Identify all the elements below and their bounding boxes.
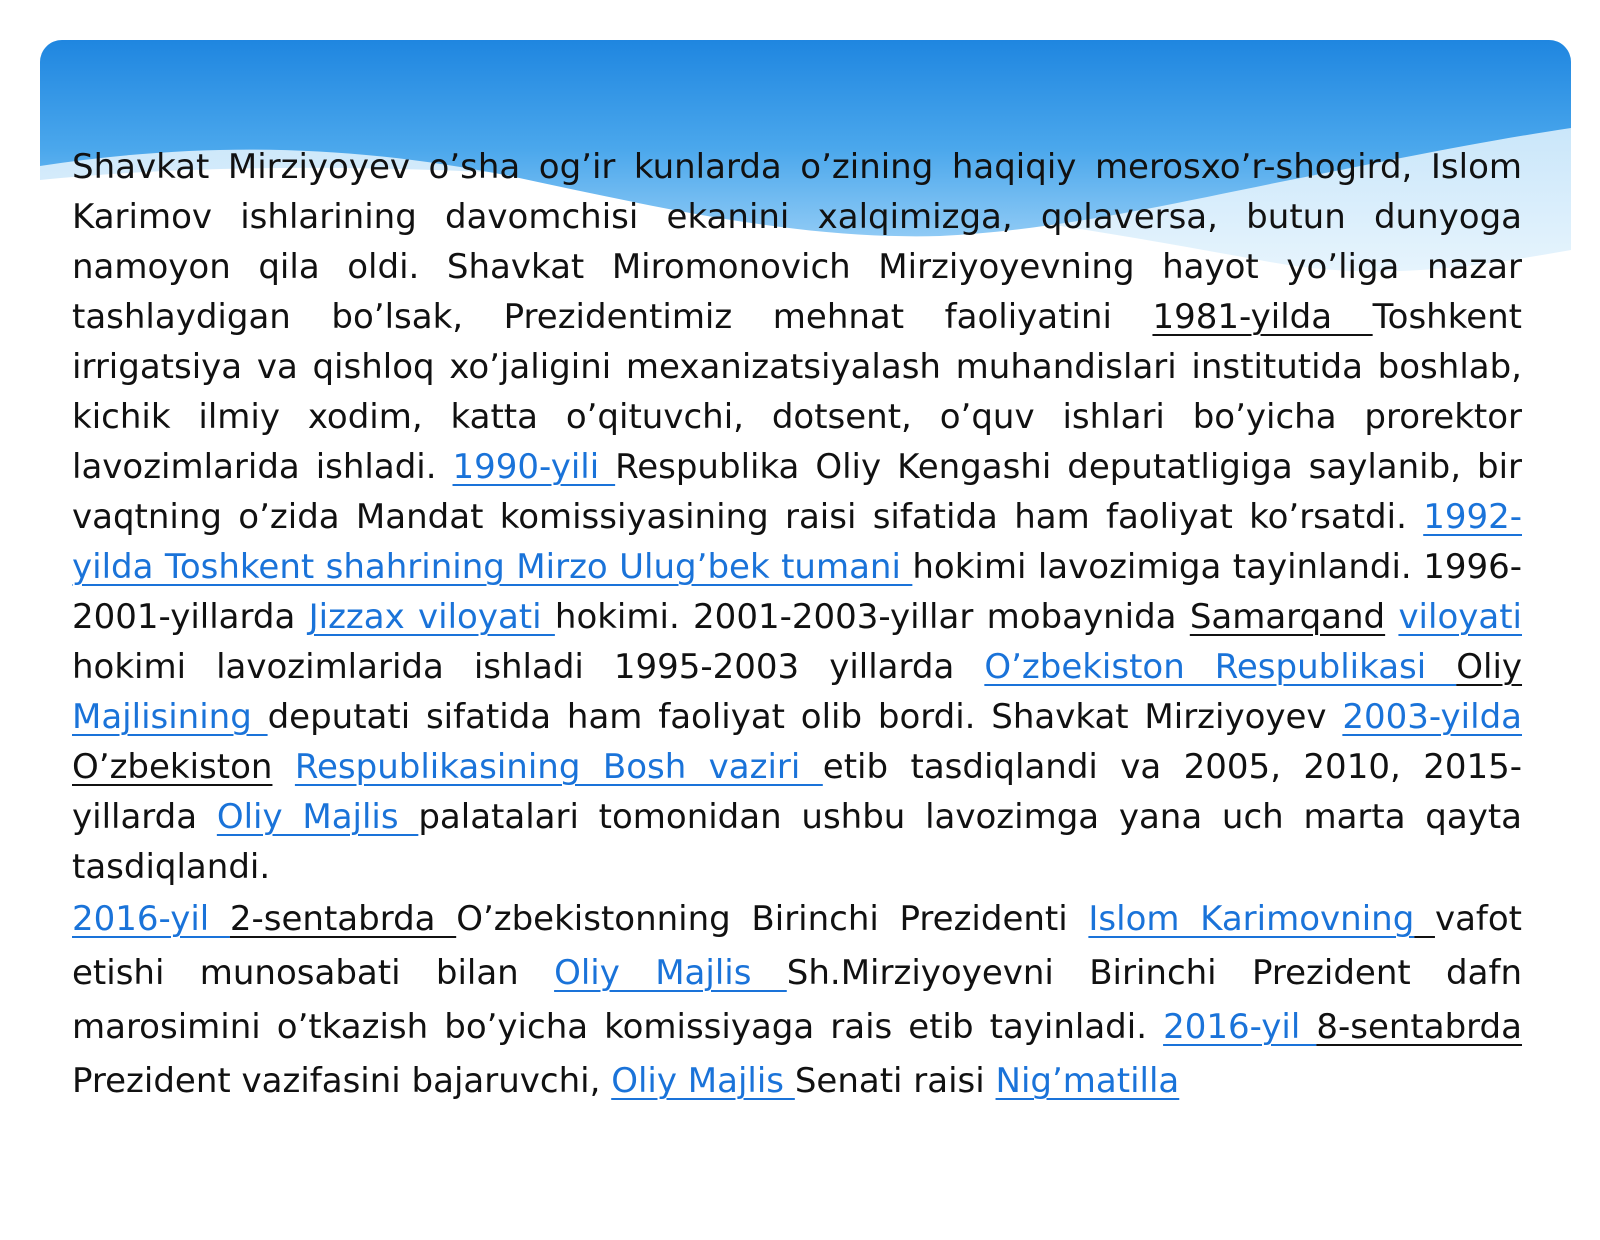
link-bosh-vaziri[interactable]: Respublikasining Bosh vaziri bbox=[294, 747, 823, 787]
link-oliy-majlis-senate[interactable]: Oliy Majlis bbox=[611, 1061, 795, 1101]
underlined-oliy: Oliy bbox=[1456, 647, 1523, 687]
text-segment bbox=[1385, 597, 1398, 637]
text-segment: palatalari tomonidan ushbu lavozimga yana uch marta qayta tasdiqlandi. bbox=[72, 797, 1522, 887]
text-segment: Senati raisi bbox=[794, 1061, 996, 1101]
paragraph-2016-events bbox=[72, 892, 1522, 1108]
underlined-2-sentabrda: 2-sentabrda bbox=[229, 899, 457, 939]
text-segment: deputati sifatida ham faoliyat olib bordi. Shavkat Mirziyoyev bbox=[267, 697, 1343, 737]
link-2016-yil-second[interactable]: 2016-yil bbox=[1163, 1007, 1317, 1047]
underlined-1981-yilda: 1981-yilda bbox=[1152, 297, 1373, 337]
link-nigmatilla[interactable]: Nig’matilla bbox=[995, 1061, 1180, 1101]
link-majlisining[interactable]: Majlisining bbox=[72, 697, 268, 737]
text-segment: Toshkent irrigatsiya va qishloq xo’jaligini mexanizatsiyalash muhandislari institutida boshlab, kichik ilmiy xodim, katta o’qituvchi, dotsent, o’quv ishlari bo’yicha prorektor lavozimlarida ishladi. bbox=[72, 297, 1522, 487]
text-segment: Shavkat Mirziyoyev o’sha og’ir kunlarda o’zining haqiqiy merosxo’r-shogird, Islom Karimov ishlarining davomchisi ekanini xalqimizga, qolaversa, butun dunyoga namoyon qila oldi. Shavkat Miromonovich Mirziyoyevning hayot yo’liga nazar tashlaydigan bo’lsak, Prezidentimiz mehnat faoliyatini bbox=[72, 147, 1522, 337]
paragraph-biography bbox=[72, 142, 1522, 892]
underlined-space bbox=[1414, 899, 1435, 939]
link-oliy-majlis[interactable]: Oliy Majlis bbox=[554, 953, 787, 993]
link-1990-yili[interactable]: 1990-yili bbox=[452, 447, 616, 487]
underlined-samarqand: Samarqand bbox=[1189, 597, 1386, 637]
text-segment: hokimi lavozimiga tayinlandi. 1996-2001-yillarda bbox=[72, 547, 1522, 637]
text-segment: hokimi. 2001-2003-yillar mobaynida bbox=[554, 597, 1190, 637]
underlined-ozbekiston: O’zbekiston bbox=[72, 747, 273, 787]
link-2003-yilda[interactable]: 2003-yilda bbox=[1342, 697, 1522, 737]
text-segment: Respublika Oliy Kengashi deputatligiga saylanib, bir vaqtning o’zida Mandat komissiyasining raisi sifatida ham faoliyat ko’rsatdi. bbox=[72, 447, 1522, 537]
text-segment: vafot etishi munosabati bilan bbox=[72, 899, 1523, 993]
text-segment: O’zbekistonning Birinchi Prezidenti bbox=[456, 899, 1089, 939]
text-segment: Sh.Mirziyoyevni Birinchi Prezident dafn marosimini o’tkazish bo’yicha komissiyaga rais etib tayinladi. bbox=[72, 953, 1522, 1047]
text-segment: etib tasdiqlandi va 2005, 2010, 2015-yillarda bbox=[72, 747, 1522, 837]
link-ozbekiston-respublikasi[interactable]: O’zbekiston Respublikasi bbox=[984, 647, 1457, 687]
link-jizzax-viloyati[interactable]: Jizzax viloyati bbox=[308, 597, 555, 637]
text-segment bbox=[272, 747, 294, 787]
link-islom-karimovning[interactable]: Islom Karimovning bbox=[1088, 899, 1415, 939]
link-oliy-majlis[interactable]: Oliy Majlis bbox=[216, 797, 419, 837]
slide-frame bbox=[40, 40, 1571, 1240]
slide-body-text bbox=[72, 142, 1522, 1108]
underlined-8-sentabrda: 8-sentabrda bbox=[1316, 1007, 1522, 1047]
text-segment: hokimi lavozimlarida ishladi 1995-2003 yillarda bbox=[72, 647, 985, 687]
link-mirzo-ulugbek-tumani[interactable]: 1992-yilda Toshkent shahrining Mirzo Ulug’bek tumani bbox=[72, 497, 1522, 587]
link-2016-yil[interactable]: 2016-yil bbox=[72, 899, 230, 939]
text-segment: Prezident vazifasini bajaruvchi, bbox=[72, 1061, 612, 1101]
link-viloyati[interactable]: viloyati bbox=[1398, 597, 1522, 637]
